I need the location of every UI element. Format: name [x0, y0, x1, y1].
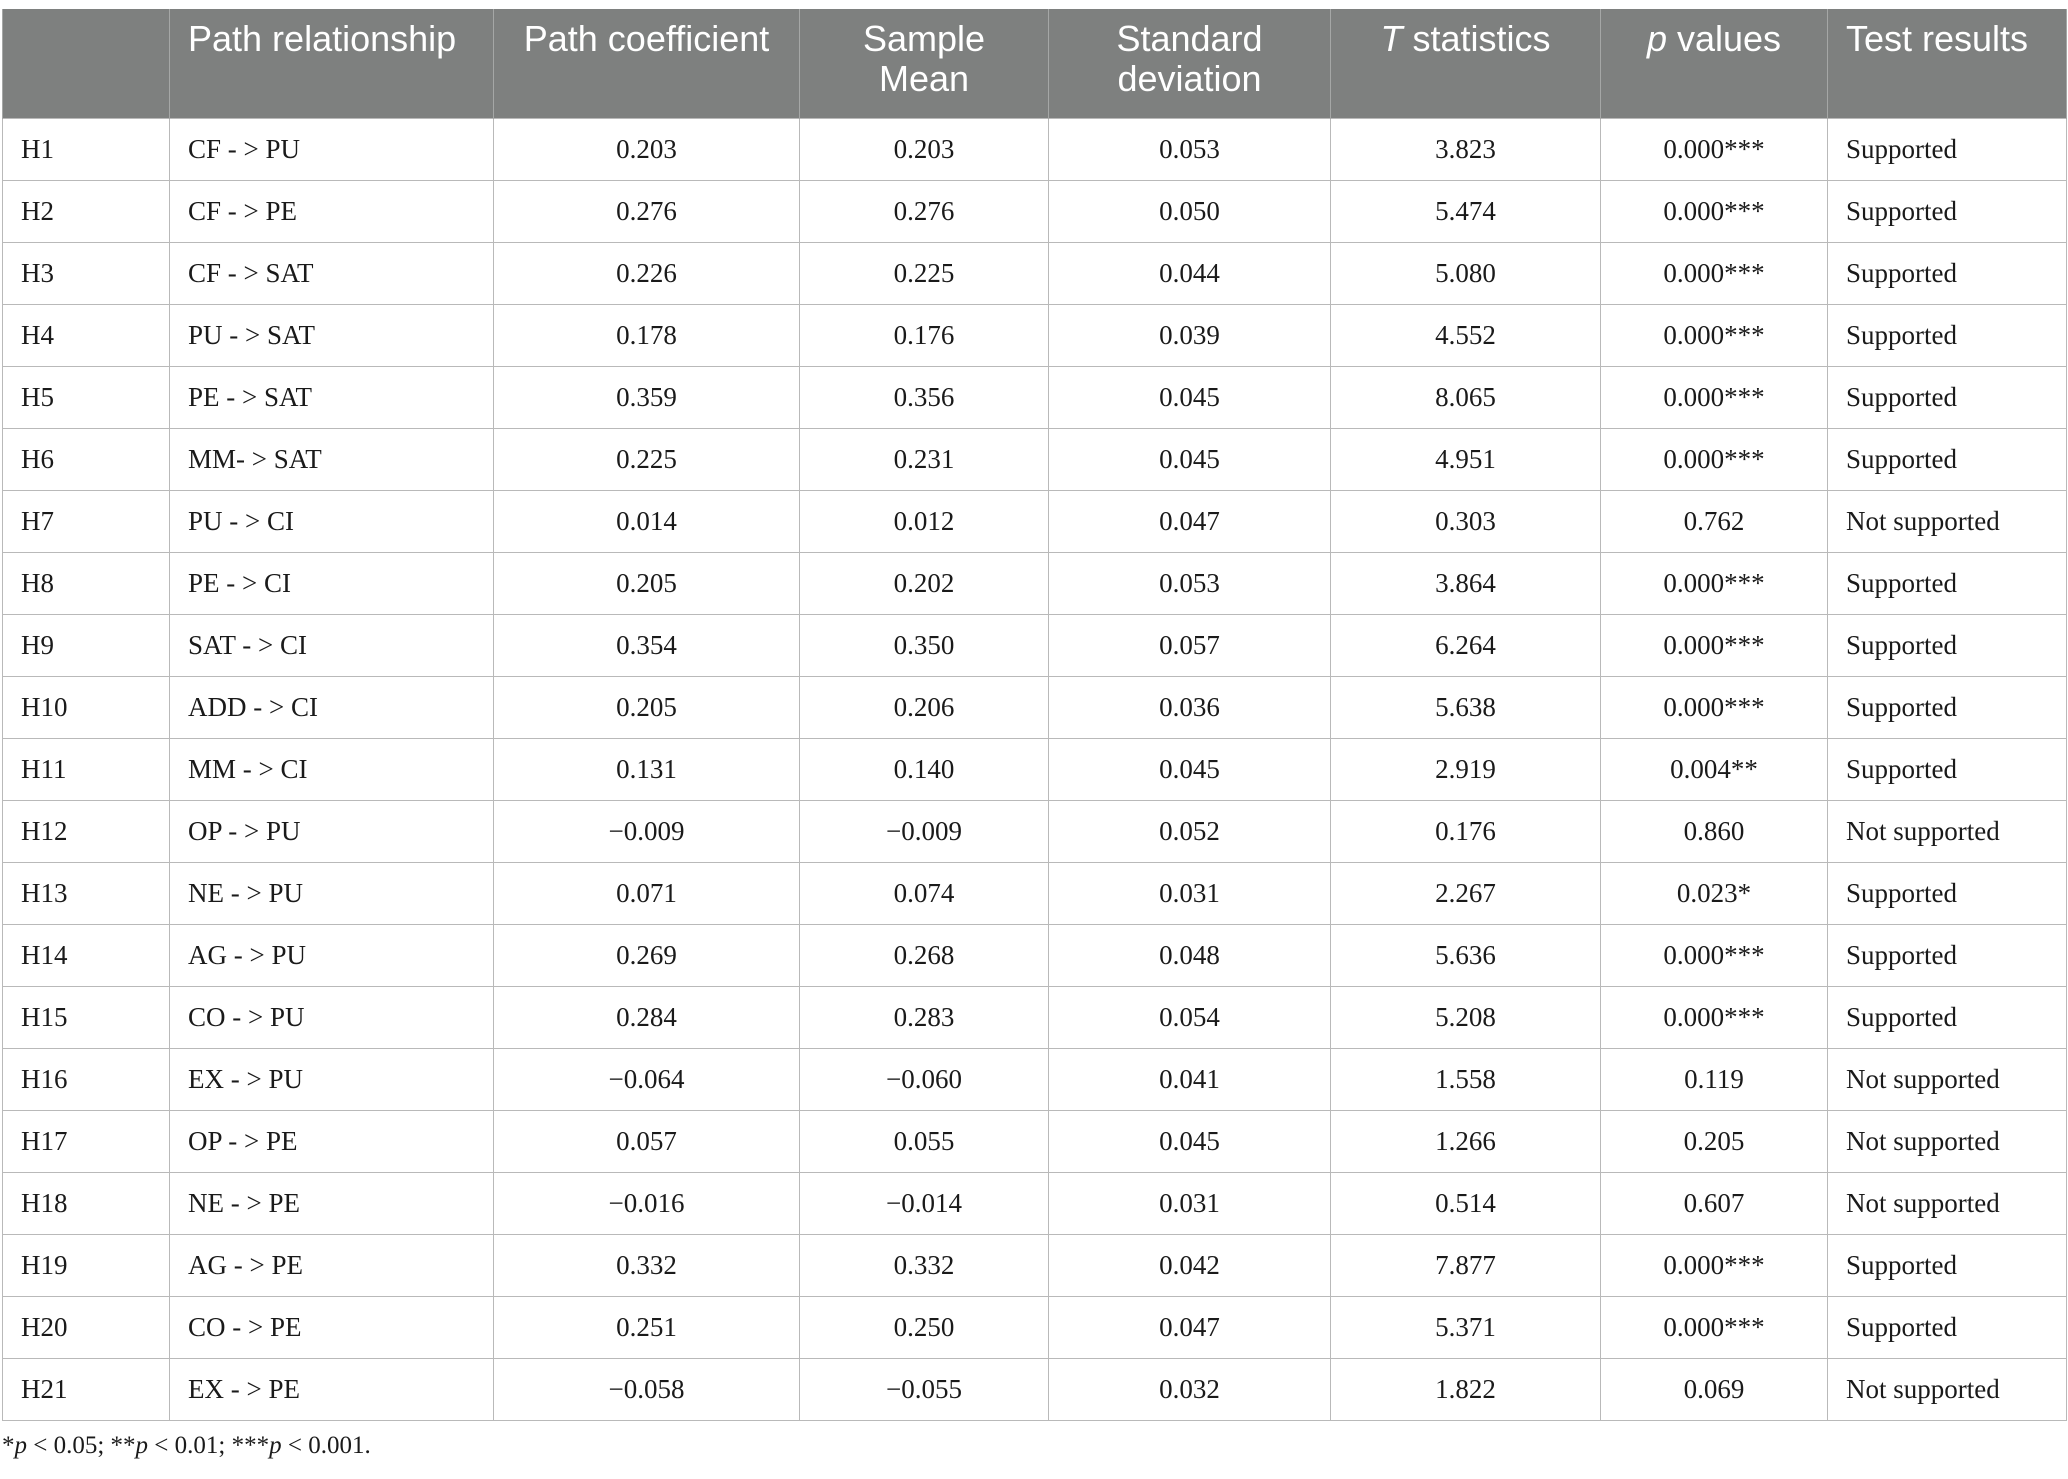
- cell-p-values: 0.000***: [1601, 180, 1828, 242]
- header-t-statistics: [1331, 9, 1601, 118]
- header-label: Path coefficient: [523, 18, 770, 59]
- cell-path-relationship: ADD - > CI: [170, 676, 494, 738]
- cell-path-coefficient: 0.071: [494, 862, 800, 924]
- cell-standard-deviation: 0.045: [1049, 738, 1331, 800]
- cell-hypothesis: H8: [3, 552, 170, 614]
- cell-t-statistics: 7.877: [1331, 1234, 1601, 1296]
- cell-test-results: Supported: [1828, 552, 2067, 614]
- cell-p-values: 0.023*: [1601, 862, 1828, 924]
- header-hypothesis: [3, 9, 170, 118]
- table-row: [3, 118, 2067, 180]
- cell-test-results: Not supported: [1828, 1048, 2067, 1110]
- cell-sample-mean: 0.356: [800, 366, 1049, 428]
- table-row: [3, 986, 2067, 1048]
- footnote-text: < 0.001.: [281, 1432, 371, 1459]
- cell-t-statistics: 4.951: [1331, 428, 1601, 490]
- header-label: statistics: [1402, 18, 1551, 59]
- cell-p-values: 0.860: [1601, 800, 1828, 862]
- header-test-results: [1828, 9, 2067, 118]
- cell-path-coefficient: 0.251: [494, 1296, 800, 1358]
- cell-standard-deviation: 0.054: [1049, 986, 1331, 1048]
- table-row: [3, 552, 2067, 614]
- cell-hypothesis: H13: [3, 862, 170, 924]
- cell-path-coefficient: 0.178: [494, 304, 800, 366]
- cell-path-relationship: MM - > CI: [170, 738, 494, 800]
- cell-p-values: 0.004**: [1601, 738, 1828, 800]
- table-row: [3, 676, 2067, 738]
- cell-hypothesis: H3: [3, 242, 170, 304]
- cell-test-results: Supported: [1828, 862, 2067, 924]
- cell-hypothesis: H16: [3, 1048, 170, 1110]
- cell-hypothesis: H9: [3, 614, 170, 676]
- cell-p-values: 0.000***: [1601, 428, 1828, 490]
- cell-sample-mean: 0.202: [800, 552, 1049, 614]
- cell-sample-mean: 0.012: [800, 490, 1049, 552]
- cell-test-results: Not supported: [1828, 490, 2067, 552]
- cell-hypothesis: H2: [3, 180, 170, 242]
- cell-t-statistics: 6.264: [1331, 614, 1601, 676]
- header-label-italic: T: [1380, 18, 1403, 59]
- header-label: values: [1666, 18, 1782, 59]
- cell-test-results: Not supported: [1828, 1358, 2067, 1420]
- cell-p-values: 0.000***: [1601, 1296, 1828, 1358]
- cell-path-coefficient: 0.014: [494, 490, 800, 552]
- cell-path-coefficient: 0.276: [494, 180, 800, 242]
- cell-p-values: 0.000***: [1601, 924, 1828, 986]
- table-row: [3, 738, 2067, 800]
- cell-hypothesis: H14: [3, 924, 170, 986]
- cell-t-statistics: 1.266: [1331, 1110, 1601, 1172]
- cell-hypothesis: H12: [3, 800, 170, 862]
- cell-t-statistics: 5.208: [1331, 986, 1601, 1048]
- footnote-italic-p: p: [14, 1432, 27, 1459]
- cell-standard-deviation: 0.032: [1049, 1358, 1331, 1420]
- cell-p-values: 0.000***: [1601, 366, 1828, 428]
- header-p-values: [1601, 9, 1828, 118]
- cell-standard-deviation: 0.050: [1049, 180, 1331, 242]
- cell-path-relationship: CO - > PE: [170, 1296, 494, 1358]
- cell-t-statistics: 5.371: [1331, 1296, 1601, 1358]
- cell-path-relationship: CO - > PU: [170, 986, 494, 1048]
- cell-standard-deviation: 0.045: [1049, 428, 1331, 490]
- cell-sample-mean: 0.231: [800, 428, 1049, 490]
- cell-standard-deviation: 0.039: [1049, 304, 1331, 366]
- footnote-text: *: [2, 1432, 15, 1459]
- cell-t-statistics: 5.638: [1331, 676, 1601, 738]
- cell-t-statistics: 4.552: [1331, 304, 1601, 366]
- cell-test-results: Supported: [1828, 428, 2067, 490]
- table-row: [3, 614, 2067, 676]
- cell-test-results: Not supported: [1828, 1110, 2067, 1172]
- cell-p-values: 0.000***: [1601, 614, 1828, 676]
- cell-standard-deviation: 0.047: [1049, 490, 1331, 552]
- table-footnote: [2, 1432, 371, 1460]
- cell-test-results: Supported: [1828, 614, 2067, 676]
- cell-path-relationship: MM- > SAT: [170, 428, 494, 490]
- cell-path-coefficient: −0.009: [494, 800, 800, 862]
- cell-hypothesis: H15: [3, 986, 170, 1048]
- cell-test-results: Supported: [1828, 1296, 2067, 1358]
- cell-t-statistics: 3.823: [1331, 118, 1601, 180]
- cell-t-statistics: 5.080: [1331, 242, 1601, 304]
- cell-sample-mean: −0.060: [800, 1048, 1049, 1110]
- table-header-row: [3, 9, 2067, 118]
- footnote-italic-p: p: [135, 1432, 149, 1459]
- cell-path-relationship: AG - > PU: [170, 924, 494, 986]
- table-body: [3, 118, 2067, 1420]
- cell-path-coefficient: 0.332: [494, 1234, 800, 1296]
- cell-hypothesis: H20: [3, 1296, 170, 1358]
- cell-path-relationship: PU - > SAT: [170, 304, 494, 366]
- cell-standard-deviation: 0.041: [1049, 1048, 1331, 1110]
- cell-path-relationship: PU - > CI: [170, 490, 494, 552]
- table-row: [3, 1358, 2067, 1420]
- cell-test-results: Supported: [1828, 180, 2067, 242]
- cell-t-statistics: 8.065: [1331, 366, 1601, 428]
- footnote-text: < 0.05; **: [27, 1432, 136, 1459]
- table-row: [3, 924, 2067, 986]
- table-row: [3, 862, 2067, 924]
- cell-p-values: 0.205: [1601, 1110, 1828, 1172]
- cell-hypothesis: H11: [3, 738, 170, 800]
- cell-t-statistics: 1.558: [1331, 1048, 1601, 1110]
- cell-t-statistics: 0.303: [1331, 490, 1601, 552]
- cell-sample-mean: 0.332: [800, 1234, 1049, 1296]
- header-standard-deviation: [1049, 9, 1331, 118]
- footnote-text: < 0.01; ***: [148, 1432, 270, 1459]
- table-row: [3, 180, 2067, 242]
- cell-standard-deviation: 0.048: [1049, 924, 1331, 986]
- cell-test-results: Supported: [1828, 676, 2067, 738]
- cell-p-values: 0.607: [1601, 1172, 1828, 1234]
- cell-test-results: Supported: [1828, 366, 2067, 428]
- cell-path-coefficient: 0.203: [494, 118, 800, 180]
- cell-p-values: 0.000***: [1601, 242, 1828, 304]
- cell-path-coefficient: 0.131: [494, 738, 800, 800]
- cell-sample-mean: 0.176: [800, 304, 1049, 366]
- cell-path-relationship: OP - > PE: [170, 1110, 494, 1172]
- cell-hypothesis: H1: [3, 118, 170, 180]
- table-row: [3, 800, 2067, 862]
- cell-path-coefficient: 0.225: [494, 428, 800, 490]
- footnote-italic-p: p: [269, 1432, 282, 1459]
- cell-standard-deviation: 0.057: [1049, 614, 1331, 676]
- cell-standard-deviation: 0.042: [1049, 1234, 1331, 1296]
- cell-standard-deviation: 0.031: [1049, 862, 1331, 924]
- table-row: [3, 304, 2067, 366]
- cell-sample-mean: 0.074: [800, 862, 1049, 924]
- cell-path-relationship: EX - > PU: [170, 1048, 494, 1110]
- cell-sample-mean: 0.350: [800, 614, 1049, 676]
- cell-t-statistics: 2.267: [1331, 862, 1601, 924]
- results-table: [2, 9, 2067, 1421]
- cell-path-coefficient: 0.226: [494, 242, 800, 304]
- cell-test-results: Not supported: [1828, 800, 2067, 862]
- cell-path-relationship: OP - > PU: [170, 800, 494, 862]
- cell-sample-mean: −0.009: [800, 800, 1049, 862]
- cell-sample-mean: 0.276: [800, 180, 1049, 242]
- cell-path-coefficient: 0.354: [494, 614, 800, 676]
- cell-standard-deviation: 0.045: [1049, 366, 1331, 428]
- cell-hypothesis: H19: [3, 1234, 170, 1296]
- cell-path-relationship: NE - > PE: [170, 1172, 494, 1234]
- cell-path-relationship: SAT - > CI: [170, 614, 494, 676]
- header-label: Test results: [1846, 18, 2029, 59]
- cell-path-coefficient: 0.359: [494, 366, 800, 428]
- cell-t-statistics: 2.919: [1331, 738, 1601, 800]
- cell-test-results: Supported: [1828, 118, 2067, 180]
- cell-test-results: Supported: [1828, 242, 2067, 304]
- cell-t-statistics: 5.636: [1331, 924, 1601, 986]
- cell-t-statistics: 0.514: [1331, 1172, 1601, 1234]
- cell-p-values: 0.069: [1601, 1358, 1828, 1420]
- cell-sample-mean: −0.055: [800, 1358, 1049, 1420]
- cell-path-coefficient: 0.284: [494, 986, 800, 1048]
- cell-standard-deviation: 0.031: [1049, 1172, 1331, 1234]
- cell-sample-mean: 0.225: [800, 242, 1049, 304]
- cell-standard-deviation: 0.036: [1049, 676, 1331, 738]
- table-row: [3, 366, 2067, 428]
- cell-p-values: 0.000***: [1601, 1234, 1828, 1296]
- header-label: Path relationship: [188, 18, 457, 59]
- cell-t-statistics: 3.864: [1331, 552, 1601, 614]
- cell-hypothesis: H7: [3, 490, 170, 552]
- cell-path-relationship: PE - > CI: [170, 552, 494, 614]
- cell-path-coefficient: 0.057: [494, 1110, 800, 1172]
- table-row: [3, 1172, 2067, 1234]
- cell-path-relationship: CF - > SAT: [170, 242, 494, 304]
- cell-path-coefficient: 0.205: [494, 676, 800, 738]
- cell-p-values: 0.762: [1601, 490, 1828, 552]
- cell-sample-mean: 0.206: [800, 676, 1049, 738]
- table-row: [3, 1048, 2067, 1110]
- cell-path-coefficient: −0.058: [494, 1358, 800, 1420]
- cell-p-values: 0.000***: [1601, 552, 1828, 614]
- cell-hypothesis: H10: [3, 676, 170, 738]
- cell-path-relationship: PE - > SAT: [170, 366, 494, 428]
- cell-t-statistics: 0.176: [1331, 800, 1601, 862]
- cell-test-results: Supported: [1828, 738, 2067, 800]
- header-path-coefficient: [494, 9, 800, 118]
- cell-path-relationship: EX - > PE: [170, 1358, 494, 1420]
- cell-standard-deviation: 0.045: [1049, 1110, 1331, 1172]
- cell-sample-mean: 0.250: [800, 1296, 1049, 1358]
- header-path-relationship: [170, 9, 494, 118]
- cell-p-values: 0.000***: [1601, 304, 1828, 366]
- cell-path-coefficient: −0.016: [494, 1172, 800, 1234]
- cell-hypothesis: H21: [3, 1358, 170, 1420]
- cell-hypothesis: H4: [3, 304, 170, 366]
- header-label-italic: p: [1646, 18, 1667, 59]
- table-row: [3, 490, 2067, 552]
- cell-hypothesis: H6: [3, 428, 170, 490]
- cell-sample-mean: −0.014: [800, 1172, 1049, 1234]
- cell-p-values: 0.000***: [1601, 676, 1828, 738]
- cell-sample-mean: 0.140: [800, 738, 1049, 800]
- cell-p-values: 0.119: [1601, 1048, 1828, 1110]
- cell-sample-mean: 0.203: [800, 118, 1049, 180]
- header-label: Standard deviation: [1116, 18, 1263, 99]
- cell-p-values: 0.000***: [1601, 986, 1828, 1048]
- cell-hypothesis: H17: [3, 1110, 170, 1172]
- cell-sample-mean: 0.268: [800, 924, 1049, 986]
- table-row: [3, 1296, 2067, 1358]
- cell-standard-deviation: 0.052: [1049, 800, 1331, 862]
- cell-test-results: Supported: [1828, 1234, 2067, 1296]
- cell-path-coefficient: 0.269: [494, 924, 800, 986]
- cell-path-relationship: CF - > PE: [170, 180, 494, 242]
- cell-path-coefficient: 0.205: [494, 552, 800, 614]
- header-sample-mean: [800, 9, 1049, 118]
- cell-test-results: Supported: [1828, 304, 2067, 366]
- cell-path-relationship: NE - > PU: [170, 862, 494, 924]
- cell-hypothesis: H5: [3, 366, 170, 428]
- cell-t-statistics: 5.474: [1331, 180, 1601, 242]
- cell-standard-deviation: 0.053: [1049, 118, 1331, 180]
- cell-path-coefficient: −0.064: [494, 1048, 800, 1110]
- table-row: [3, 1234, 2067, 1296]
- cell-standard-deviation: 0.047: [1049, 1296, 1331, 1358]
- table-row: [3, 242, 2067, 304]
- cell-hypothesis: H18: [3, 1172, 170, 1234]
- header-label: Sample Mean: [862, 18, 986, 99]
- cell-sample-mean: 0.283: [800, 986, 1049, 1048]
- cell-t-statistics: 1.822: [1331, 1358, 1601, 1420]
- cell-sample-mean: 0.055: [800, 1110, 1049, 1172]
- cell-path-relationship: CF - > PU: [170, 118, 494, 180]
- cell-standard-deviation: 0.053: [1049, 552, 1331, 614]
- cell-test-results: Supported: [1828, 924, 2067, 986]
- cell-standard-deviation: 0.044: [1049, 242, 1331, 304]
- cell-test-results: Supported: [1828, 986, 2067, 1048]
- cell-p-values: 0.000***: [1601, 118, 1828, 180]
- cell-test-results: Not supported: [1828, 1172, 2067, 1234]
- table-row: [3, 1110, 2067, 1172]
- cell-path-relationship: AG - > PE: [170, 1234, 494, 1296]
- table-row: [3, 428, 2067, 490]
